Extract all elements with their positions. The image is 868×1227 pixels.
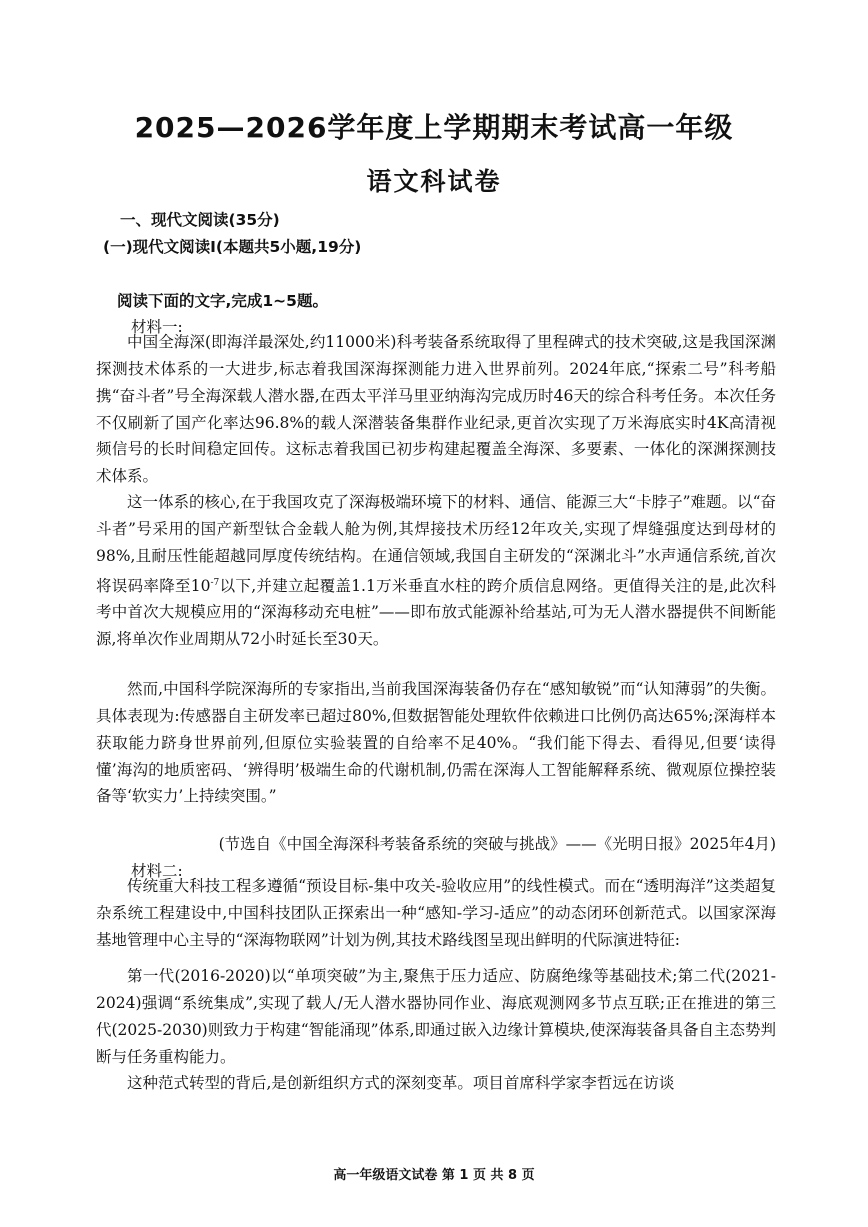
material-two-paragraph-2: 第一代(2016-2020)以“单项突破”为主,聚焦于压力适应、防腐绝缘等基础技术;第二代(2021-2024)强调“系统集成”,实现了载人/无人潜水器协同作业、海底观测网多节点互联;正在推进的第三代(2025-2030)则致力于构建“智能涌现”体系,即通过嵌入边缘计算模块,使深海装备具备自主态势判断与任务重构能力。	[96, 967, 776, 1066]
exam-subtitle: 语文科试卷	[366, 167, 502, 196]
paragraph-2-text-b: 以下,并建立起覆盖1.1万米垂直水柱的跨介质信息网络。更值得关注的是,此次科考中首次大规模应用的“深海移动充电桩”——即布放式能源补给基站,可为无人潜水器提供不间断能源,将单次作业周期从72小时延长至30天。	[96, 576, 776, 649]
reading-instruction: 阅读下面的文字,完成1~5题。	[117, 292, 328, 310]
material-one-paragraph-3: 然而,中国科学院深海所的专家指出,当前我国深海装备仍存在“感知敏锐”而“认知薄弱”的失衡。具体表现为:传感器自主研发率已超过80%,但数据智能处理软件依赖进口比例仍高达65%;深海样本获取能力跻身世界前列,但原位实验装置的自给率不足40%。“我们能下得去、看得见,但要‘读得懂’海沟的地质密码、‘辨得明’极端生命的代谢机制,仍需在深海人工智能解释系统、微观原位操控装备等‘软实力’上持续突围。”	[96, 680, 776, 806]
material-one-label: 材料一:	[131, 318, 183, 336]
paragraph-2-text-a: 这一体系的核心,在于我国攻克了深海极端环境下的材料、通信、能源三大“卡脖子”难题。以“奋斗者”号采用的国产新型钛合金载人舱为例,其焊接技术历经12年攻关,实现了焊缝强度达到母材的98%,且耐压性能超越同厚度传统结构。在通信领域,我国自主研发的“深渊北斗”水声通信系统,首次将误码率降至10	[96, 493, 776, 595]
material-one-paragraph-1: 中国全海深(即海洋最深处,约11000米)科考装备系统取得了里程碑式的技术突破,这是我国深渊探测技术体系的一大进步,标志着我国深海探测能力进入世界前列。2024年底,“探索二号”科考船携“奋斗者”号全海深载人潜水器,在西太平洋马里亚纳海沟完成历时46天的综合科考任务。本次任务不仅刷新了国产化率达96.8%的载人深潜装备集群作业纪录,更首次实现了万米海底实时4K高清视频信号的长时间稳定回传。这标志着我国已初步构建起覆盖全海深、多要素、一体化的深渊探测技术体系。	[96, 333, 776, 486]
section-heading: 一、现代文阅读(35分)	[120, 211, 280, 229]
section-subheading: (一)现代文阅读Ⅰ(本题共5小题,19分)	[103, 238, 362, 256]
material-two-paragraph-3: 这种范式转型的背后,是创新组织方式的深刻变革。项目首席科学家李哲远在访谈	[127, 1074, 675, 1092]
material-one-source: (节选自《中国全海深科考装备系统的突破与挑战》——《光明日报》2025年4月)	[218, 835, 776, 853]
material-two-paragraph-1: 传统重大科技工程多遵循“预设目标-集中攻关-验收应用”的线性模式。而在“透明海洋”这类超复杂系统工程建设中,中国科技团队正探索出一种“感知-学习-适应”的动态闭环创新范式。以国家深海基地管理中心主导的“深海物联网”计划为例,其技术路线图呈现出鲜明的代际演进特征:	[96, 877, 776, 949]
material-one-paragraph-2	[96, 489, 776, 653]
exam-title: 2025—2026学年度上学期期末考试高一年级	[134, 111, 734, 144]
exponent: -7	[210, 577, 220, 588]
material-two-label: 材料二:	[131, 862, 183, 880]
page-footer: 高一年级语文试卷 第 1 页 共 8 页	[333, 1168, 535, 1183]
